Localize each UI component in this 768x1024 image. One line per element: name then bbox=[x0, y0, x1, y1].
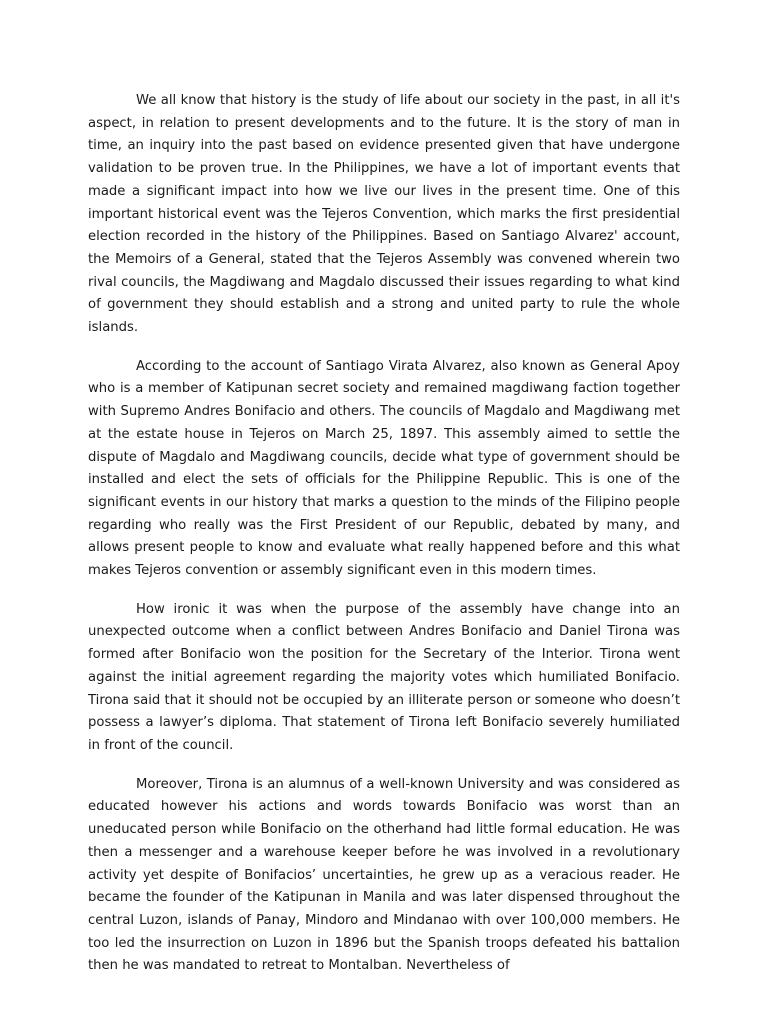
paragraph-conflict: How ironic it was when the purpose of the assembly have change into an unexpected outcome when a conflict between Andres Bonifacio and Daniel Tirona was formed after Bonifacio won the position for the Secretary of the Interior. Tirona went against the initial agreement regarding the majority votes which humiliated Bonifacio. Tirona said that it should not be occupied by an illiterate person or someone who doesn’t possess a lawyer’s diploma. That statement of Tirona left Bonifacio severely humiliated in front of the council. bbox=[88, 601, 680, 753]
paragraph-tirona-bonifacio: Moreover, Tirona is an alumnus of a well-known University and was considered as educated however his actions and words towards Bonifacio was worst than an uneducated person while Bonifacio on the otherhand had little formal education. He was then a messenger and a warehouse keeper before he was involved in a revolutionary activity yet despite of Bonifacios’ uncertainties, he grew up as a veracious reader. He became the founder of the Katipunan in Manila and was later dispensed throughout the central Luzon, islands of Panay, Mindoro and Mindanao with over 100,000 members. He too led the insurrection on Luzon in 1896 but the Spanish troops defeated his battalion then he was mandated to retreat to Montalban. Nevertheless of bbox=[88, 776, 680, 974]
paragraph-history-intro: We all know that history is the study of life about our society in the past, in all it's aspect, in relation to present developments and to the future. It is the story of man in time, an inquiry into the past based on evidence presented given that have undergone validation to be proven true. In the Philippines, we have a lot of important events that made a significant impact into how we live our lives in the present time. One of this important historical event was the Tejeros Convention, which marks the first presidential election recorded in the history of the Philippines. Based on Santiago Alvarez' account, the Memoirs of a General, stated that the Tejeros Assembly was convened wherein two rival councils, the Magdiwang and Magdalo discussed their issues regarding to what kind of government they should establish and a strong and united party to rule the whole islands. bbox=[88, 93, 680, 336]
paragraph-alvarez-account: According to the account of Santiago Virata Alvarez, also known as General Apoy who is a member of Katipunan secret society and remained magdiwang faction together with Supremo Andres Bonifacio and others. The councils of Magdalo and Magdiwang met at the estate house in Tejeros on March 25, 1897. This assembly aimed to settle the dispute of Magdalo and Magdiwang councils, decide what type of government should be installed and elect the sets of officials for the Philippine Republic. This is one of the significant events in our history that marks a question to the minds of the Filipino people regarding who really was the First President of our Republic, debated by many, and allows present people to know and evaluate what really happened before and this what makes Tejeros convention or assembly significant even in this modern times. bbox=[88, 358, 680, 579]
